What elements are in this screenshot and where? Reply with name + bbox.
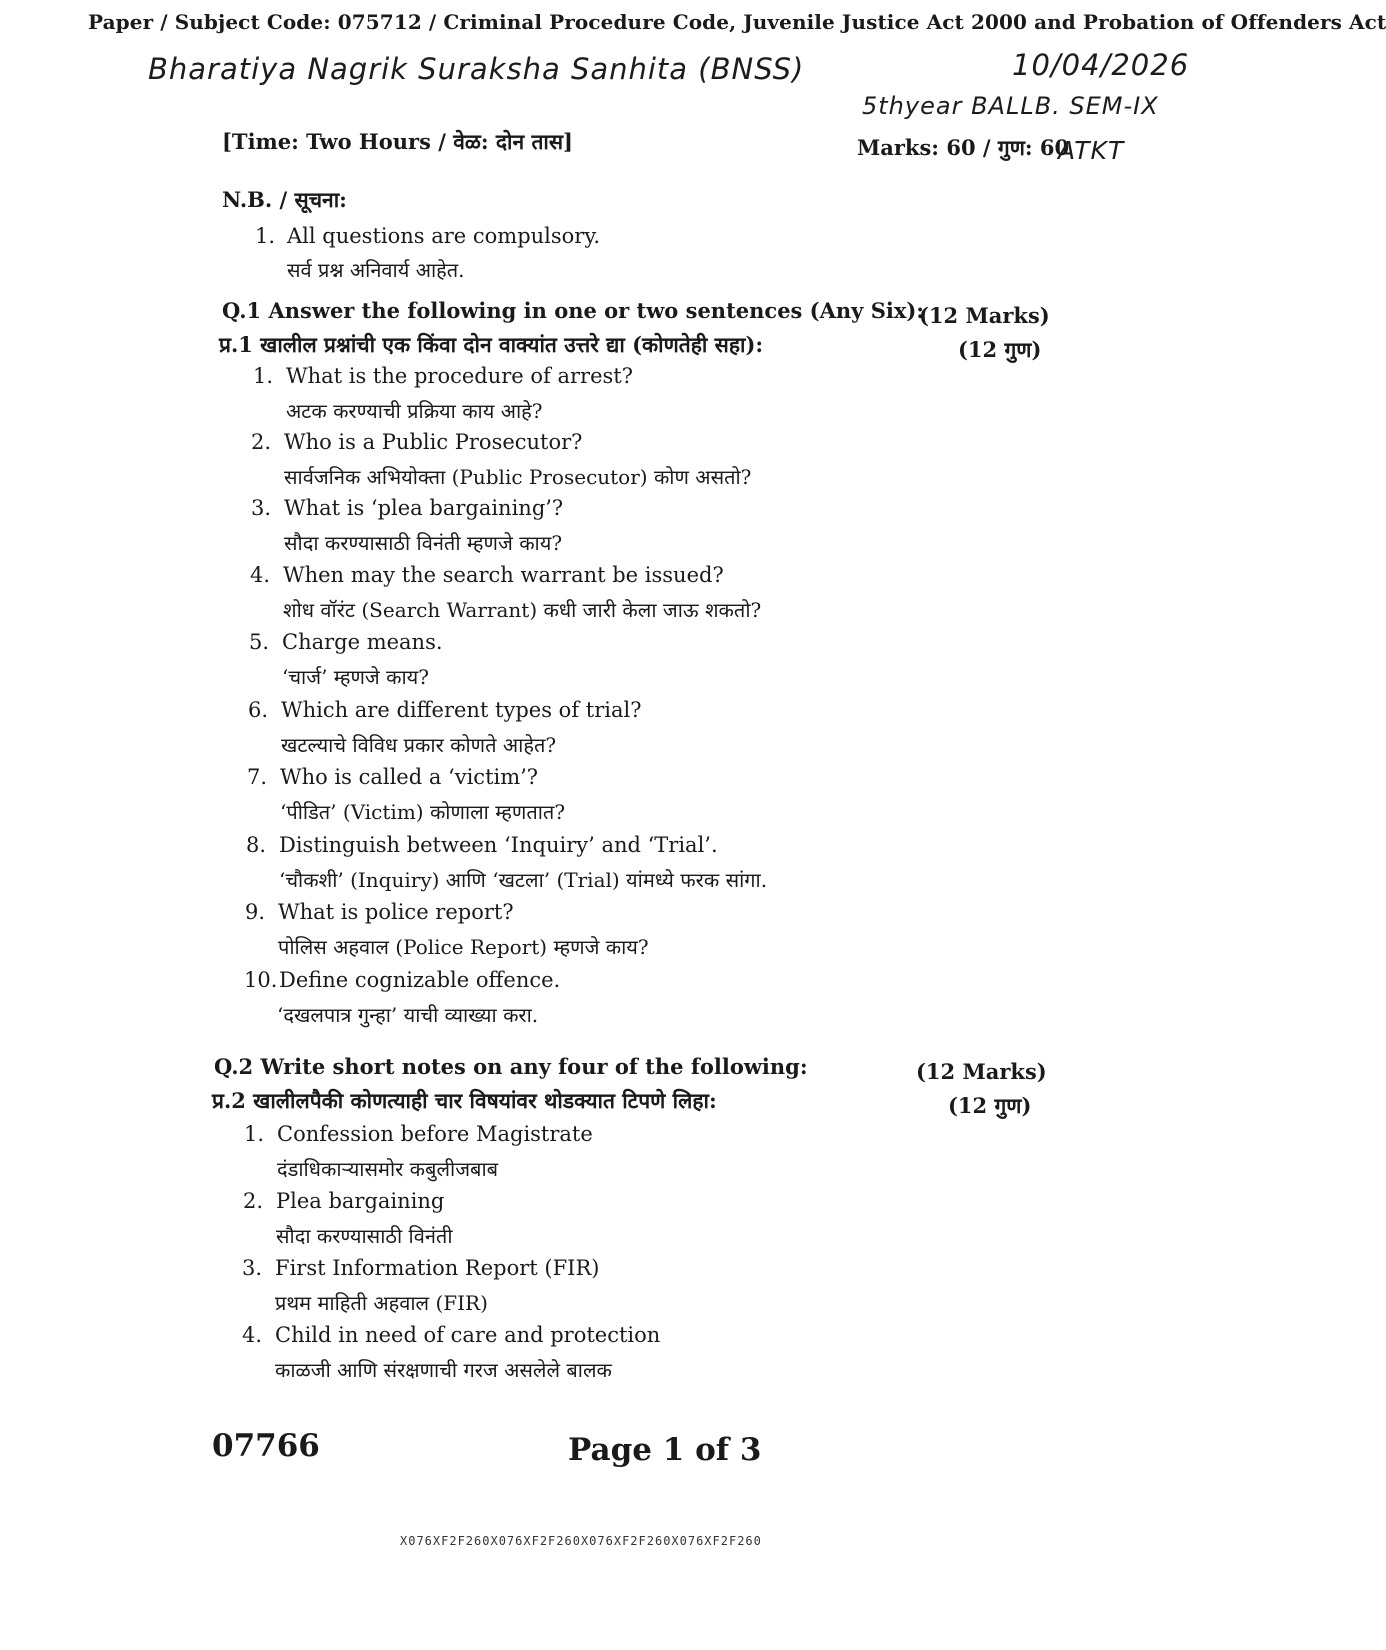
q1-marks-mr: (12 गुण) bbox=[958, 337, 1042, 362]
handwritten-date: 10/04/2026 bbox=[1012, 48, 1190, 82]
q1-marks-en: (12 Marks) bbox=[919, 303, 1050, 328]
q2-item-mr: सौदा करण्यासाठी विनंती bbox=[276, 1224, 453, 1248]
q1-item-mr: ‘चार्ज’ म्हणजे काय? bbox=[282, 665, 429, 689]
instruction-text-en: All questions are compulsory. bbox=[287, 224, 601, 248]
q1-item-number: 1. bbox=[253, 364, 274, 388]
footer-id-strip: X076XF2F260X076XF2F260X076XF2F260X076XF2F260 bbox=[400, 1534, 762, 1548]
q1-item-en: When may the search warrant be issued? bbox=[283, 563, 724, 587]
footer-page-number: Page 1 of 3 bbox=[568, 1432, 762, 1468]
q1-item-mr: ‘चौकशी’ (Inquiry) आणि ‘खटला’ (Trial) यांमध्ये फरक सांगा. bbox=[279, 868, 768, 892]
q1-item-number: 9. bbox=[245, 900, 266, 924]
q2-item-en: Plea bargaining bbox=[276, 1189, 445, 1213]
instructions-label: N.B. / सूचना: bbox=[222, 187, 347, 212]
q1-item-en: Which are different types of trial? bbox=[281, 698, 642, 722]
q1-item-en: What is police report? bbox=[278, 900, 514, 924]
instruction-number: 1. bbox=[255, 224, 276, 248]
exam-time: [Time: Two Hours / वेळ: दोन तास] bbox=[222, 129, 573, 154]
q2-item-en: First Information Report (FIR) bbox=[275, 1256, 600, 1280]
q1-item-en: Who is a Public Prosecutor? bbox=[284, 430, 583, 454]
instruction-text-mr: सर्व प्रश्न अनिवार्य आहेत. bbox=[287, 258, 465, 282]
handwritten-year: 5thyear BALLB. SEM-IX bbox=[862, 92, 1159, 120]
q1-title-mr: प्र.1 खालील प्रश्नांची एक किंवा दोन वाक्यांत उत्तरे द्या (कोणतेही सहा): bbox=[219, 332, 764, 357]
q2-marks-en: (12 Marks) bbox=[916, 1059, 1047, 1084]
q1-item-en: Distinguish between ‘Inquiry’ and ‘Trial’. bbox=[279, 833, 718, 857]
q2-item-number: 1. bbox=[244, 1122, 265, 1146]
q1-item-number: 3. bbox=[251, 496, 272, 520]
q1-item-number: 2. bbox=[251, 430, 272, 454]
exam-marks: Marks: 60 / गुण: 60 bbox=[857, 135, 1070, 160]
q1-item-en: What is the procedure of arrest? bbox=[286, 364, 633, 388]
q1-item-en: Who is called a ‘victim’? bbox=[280, 765, 539, 789]
q1-item-mr: खटल्याचे विविध प्रकार कोणते आहेत? bbox=[281, 733, 557, 757]
q2-item-number: 2. bbox=[243, 1189, 264, 1213]
q1-item-mr: सार्वजनिक अभियोक्ता (Public Prosecutor) कोण असतो? bbox=[284, 465, 752, 489]
q2-item-en: Child in need of care and protection bbox=[275, 1323, 661, 1347]
q1-item-mr: अटक करण्याची प्रक्रिया काय आहे? bbox=[286, 399, 543, 423]
q1-item-mr: शोध वॉरंट (Search Warrant) कधी जारी केला जाऊ शकतो? bbox=[283, 598, 762, 622]
q2-item-en: Confession before Magistrate bbox=[277, 1122, 593, 1146]
q2-item-mr: प्रथम माहिती अहवाल (FIR) bbox=[275, 1291, 488, 1315]
handwritten-atkt: ATKT bbox=[1058, 136, 1125, 165]
q2-title-en: Q.2 Write short notes on any four of the following: bbox=[214, 1054, 808, 1079]
q1-item-en: What is ‘plea bargaining’? bbox=[284, 496, 564, 520]
q1-item-mr: ‘दखलपात्र गुन्हा’ याची व्याख्या करा. bbox=[277, 1003, 539, 1027]
q1-item-number: 10. bbox=[244, 968, 278, 992]
q2-item-mr: दंडाधिकाऱ्यासमोर कबुलीजबाब bbox=[277, 1157, 499, 1181]
q1-item-number: 4. bbox=[250, 563, 271, 587]
q1-item-en: Charge means. bbox=[282, 630, 443, 654]
q1-title-en: Q.1 Answer the following in one or two sentences (Any Six): bbox=[222, 298, 925, 323]
q1-item-mr: पोलिस अहवाल (Police Report) म्हणजे काय? bbox=[278, 935, 649, 959]
q1-item-number: 7. bbox=[247, 765, 268, 789]
q2-item-mr: काळजी आणि संरक्षणाची गरज असलेले बालक bbox=[275, 1358, 612, 1382]
q1-item-mr: ‘पीडित’ (Victim) कोणाला म्हणतात? bbox=[280, 800, 566, 824]
q2-marks-mr: (12 गुण) bbox=[948, 1093, 1032, 1118]
paper-code-line: Paper / Subject Code: 075712 / Criminal Procedure Code, Juvenile Justice Act 2000 and Probation of Offenders Act bbox=[88, 10, 1386, 34]
q1-item-number: 5. bbox=[249, 630, 270, 654]
handwritten-title: Bharatiya Nagrik Suraksha Sanhita (BNSS) bbox=[148, 52, 805, 86]
q1-item-number: 8. bbox=[246, 833, 267, 857]
q2-item-number: 4. bbox=[242, 1323, 263, 1347]
footer-paper-code: 07766 bbox=[212, 1428, 320, 1464]
q2-item-number: 3. bbox=[242, 1256, 263, 1280]
q1-item-mr: सौदा करण्यासाठी विनंती म्हणजे काय? bbox=[284, 531, 563, 555]
q1-item-en: Define cognizable offence. bbox=[279, 968, 561, 992]
q1-item-number: 6. bbox=[248, 698, 269, 722]
q2-title-mr: प्र.2 खालीलपैकी कोणत्याही चार विषयांवर थोडक्यात टिपणे लिहा: bbox=[212, 1088, 717, 1113]
